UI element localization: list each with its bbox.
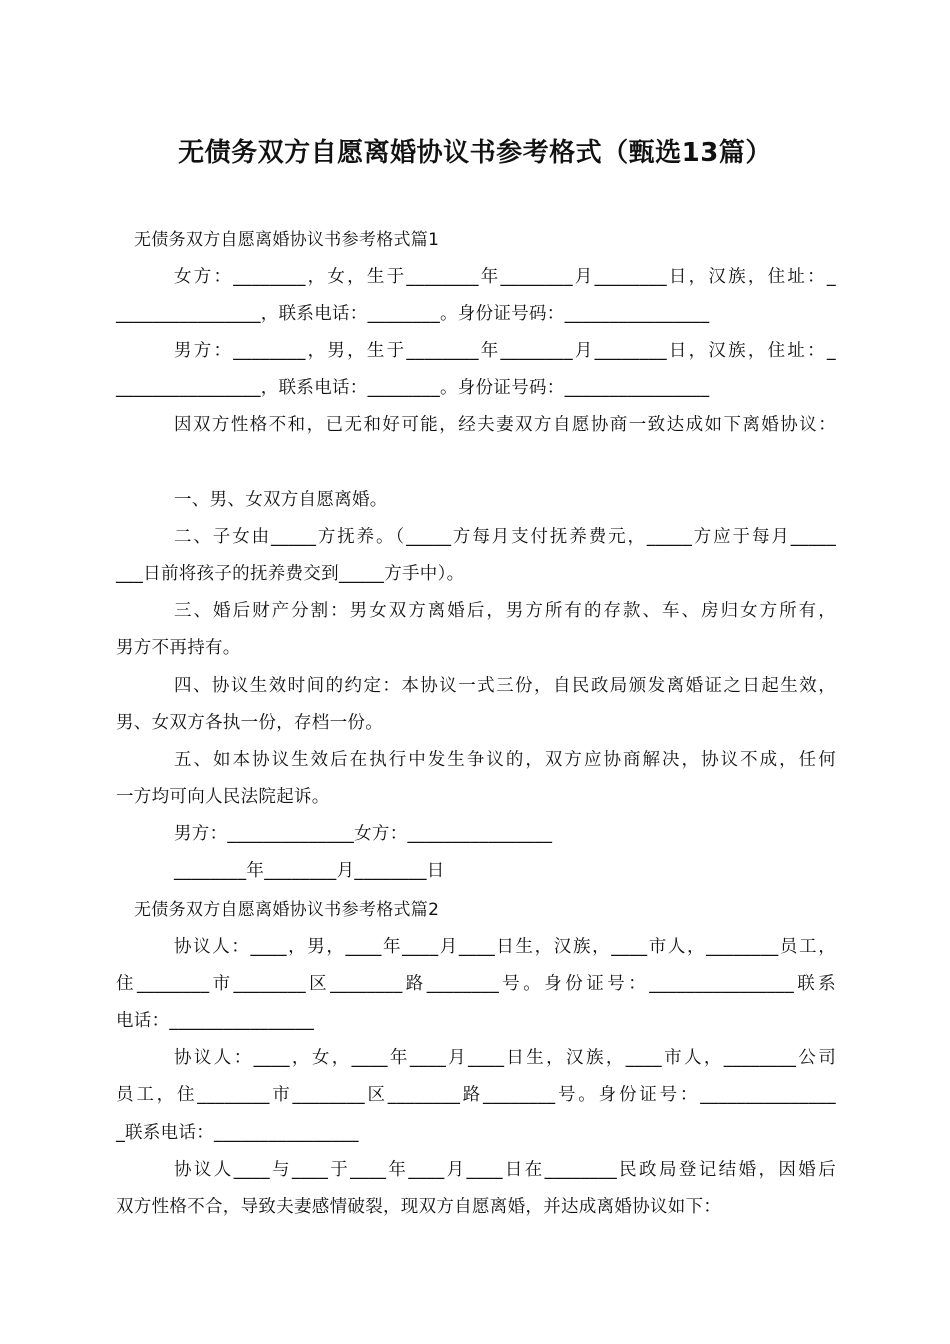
paragraph-line: ________________，联系电话：________。身份证号码：________________: [116, 378, 710, 398]
paragraph-line: 一方均可向人民法院起诉。: [116, 787, 330, 807]
paragraph-line: 电话：________________: [116, 1011, 315, 1031]
section-heading: 无债务双方自愿离婚协议书参考格式篇1: [134, 230, 440, 250]
paragraph-line: 住________市________区________路________号。身份证号：________________联系: [116, 974, 836, 994]
paragraph-line: 双方性格不合，导致夫妻感情破裂，现双方自愿离婚，并达成离婚协议如下：: [116, 1197, 722, 1217]
paragraph-line: ___日前将孩子的抚养费交到_____方手中）。: [116, 564, 465, 584]
paragraph-line: 男方不再持有。: [116, 638, 241, 658]
paragraph-line: 女方：________，女，生于________年________月________日，汉族，住址：_: [174, 267, 836, 287]
paragraph-line: 二、子女由_____方抚养。（_____方每月支付抚养费元，_____方应于每月_____: [174, 527, 836, 547]
paragraph-line: 三、婚后财产分割：男女双方离婚后，男方所有的存款、车、房归女方所有，: [174, 601, 836, 621]
paragraph-line: 协议人：____，女，____年____月____日生，汉族，____市人，________公司: [174, 1048, 836, 1068]
paragraph-line: 协议人：____，男，____年____月____日生，汉族，____市人，________员工，: [174, 937, 836, 957]
section-heading: 无债务双方自愿离婚协议书参考格式篇2: [134, 900, 440, 920]
paragraph-line: 男、女双方各执一份，存档一份。: [116, 713, 383, 733]
paragraph-line: 五、如本协议生效后在执行中发生争议的，双方应协商解决，协议不成，任何: [174, 750, 836, 770]
paragraph-line: 男方：________，男，生于________年________月________日，汉族，住址：_: [174, 341, 836, 361]
paragraph-line: ________________，联系电话：________。身份证号码：________________: [116, 304, 710, 324]
paragraph-line: 四、协议生效时间的约定：本协议一式三份，自民政局颁发离婚证之日起生效，: [174, 676, 836, 696]
paragraph-line: 员工，住________市________区________路________号。身份证号：_______________: [116, 1085, 836, 1105]
document-title: 无债务双方自愿离婚协议书参考格式（甄选13篇）: [178, 138, 772, 168]
paragraph-line: _联系电话：________________: [116, 1123, 359, 1143]
paragraph-line: 协议人____与____于____年____月____日在________民政局登记结婚，因婚后: [174, 1160, 836, 1180]
paragraph-line: 一、男、女双方自愿离婚。: [174, 490, 388, 510]
signature-line: 男方：______________女方：________________: [174, 824, 553, 844]
date-line: ________年________月________日: [174, 861, 445, 881]
paragraph-line: 因双方性格不和，已无和好可能，经夫妻双方自愿协商一致达成如下离婚协议：: [174, 415, 836, 435]
